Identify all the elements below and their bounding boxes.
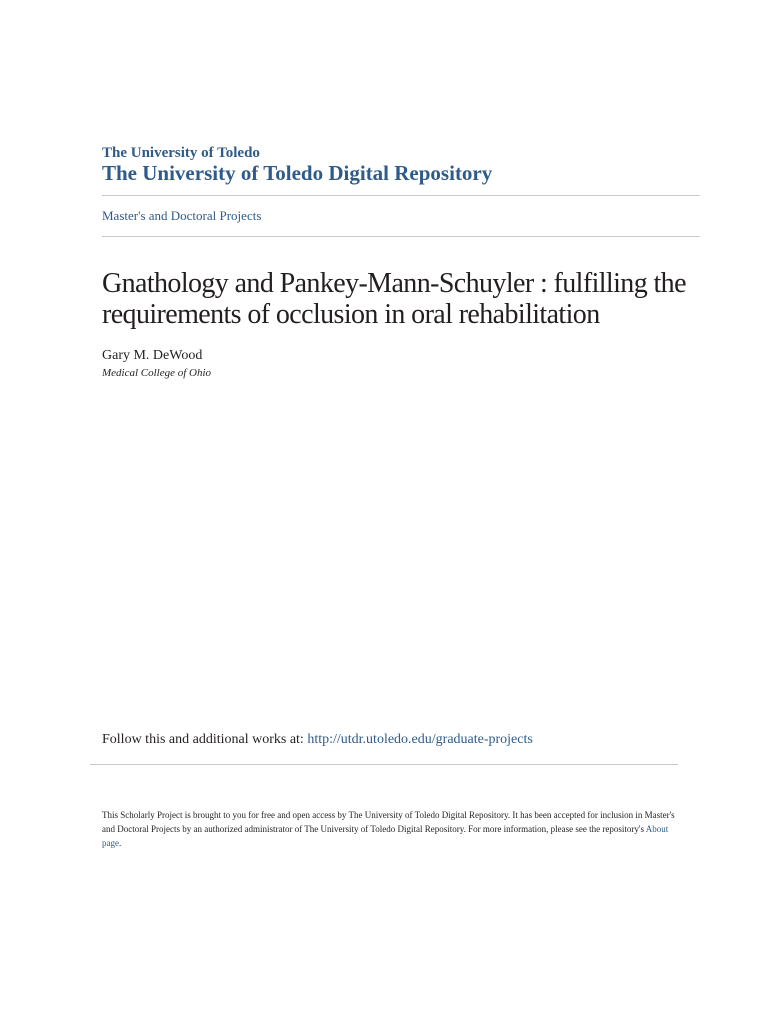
graduate-projects-link[interactable]: http://utdr.utoledo.edu/graduate-projects	[307, 732, 533, 747]
footer-divider	[90, 764, 678, 765]
author-affiliation: Medical College of Ohio	[102, 367, 212, 379]
access-notice	[102, 808, 682, 850]
follow-line	[102, 731, 533, 749]
about-page-link[interactable]: About page	[102, 824, 669, 848]
document-title: Gnathology and Pankey-Mann-Schuyler : fulfilling the requirements of occlusion in oral rehabilitation	[102, 268, 686, 330]
collection-link[interactable]: Master's and Doctoral Projects	[102, 208, 262, 223]
header-divider-bottom	[102, 236, 700, 237]
notice-suffix: .	[119, 838, 122, 848]
author-name: Gary M. DeWood	[102, 348, 203, 363]
university-name: The University of Toledo	[102, 145, 260, 161]
repository-name: The University of Toledo Digital Repository	[102, 161, 493, 185]
follow-prefix: Follow this and additional works at:	[102, 732, 308, 747]
notice-text: This Scholarly Project is brought to you for free and open access by The University of Toledo Digital Repository. It has been accepted for inclusion in Master's and Doctoral Projects by an authorized administrator of The University of Toledo Digital Repository. For more information, please see the repository's	[102, 810, 675, 834]
header-divider-top	[102, 195, 700, 196]
